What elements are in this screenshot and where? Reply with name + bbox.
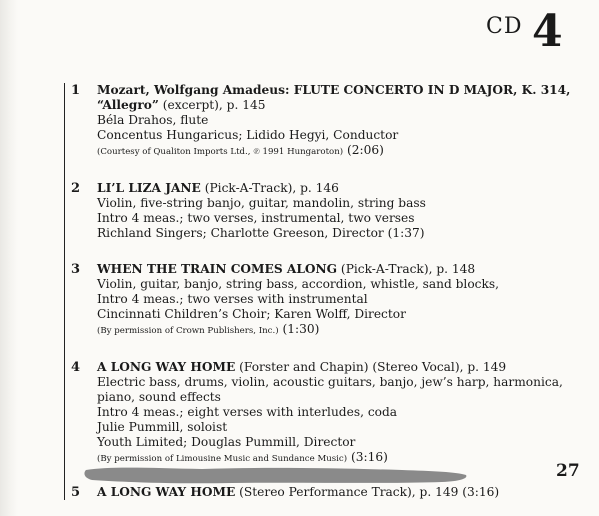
track-list xyxy=(64,83,585,500)
track-detail: (Pick-A-Track), p. 146 xyxy=(200,181,339,195)
track-detail: Violin, guitar, banjo, string bass, accordion, whistle, sand blocks, xyxy=(97,277,499,291)
track-detail: Cincinnati Children’s Choir; Karen Wolff, Director xyxy=(97,307,406,321)
track-detail: (2:06) xyxy=(343,143,384,157)
page-number: 27 xyxy=(556,461,580,481)
track-line xyxy=(97,128,585,143)
track-number: 5 xyxy=(71,485,81,500)
track-line xyxy=(97,435,585,450)
credit-note: (Courtesy of Qualiton Imports Ltd., ℗ 1991 Hungaroton) xyxy=(97,147,344,157)
track-line xyxy=(97,307,585,322)
track-line xyxy=(97,485,585,500)
track-line xyxy=(97,420,585,435)
track-detail: Richland Singers; Charlotte Greeson, Director (1:37) xyxy=(97,226,425,240)
track-detail: Youth Limited; Douglas Pummill, Director xyxy=(97,435,356,449)
track-2 xyxy=(65,181,585,241)
track-detail: (Stereo Performance Track), p. 149 (3:16) xyxy=(235,485,500,499)
track-title: Mozart, Wolfgang Amadeus: FLUTE CONCERTO IN D MAJOR, K. 314, xyxy=(97,83,571,97)
track-title: LI’L LIZA JANE xyxy=(97,181,201,195)
track-line xyxy=(97,143,585,160)
track-line xyxy=(97,226,585,241)
track-detail: Béla Drahos, flute xyxy=(97,113,209,127)
track-detail: (1:30) xyxy=(278,322,320,336)
track-line xyxy=(97,375,585,390)
track-detail: Intro 4 meas.; eight verses with interludes, coda xyxy=(97,405,398,419)
track-line xyxy=(97,262,585,277)
track-line xyxy=(97,360,585,375)
track-5 xyxy=(65,485,585,500)
track-number: 1 xyxy=(71,83,81,98)
track-number: 2 xyxy=(71,181,81,196)
cd-label: CD xyxy=(486,14,523,39)
track-line xyxy=(97,277,585,292)
track-line xyxy=(97,113,585,128)
decorative-grey-brush-bar xyxy=(82,463,469,487)
track-detail: Electric bass, drums, violin, acoustic guitars, banjo, jew’s harp, harmonica, xyxy=(97,375,563,389)
track-detail: (3:16) xyxy=(347,450,388,464)
track-title: A LONG WAY HOME xyxy=(97,360,236,374)
track-detail: Julie Pummill, soloist xyxy=(97,420,228,434)
track-number: 4 xyxy=(71,360,81,375)
track-4 xyxy=(65,360,585,467)
track-line xyxy=(97,390,585,405)
track-line xyxy=(97,322,585,339)
track-line xyxy=(97,292,585,307)
track-detail: Concentus Hungaricus; Lidido Hegyi, Conductor xyxy=(97,128,399,142)
track-3 xyxy=(65,262,585,339)
credit-note: (By permission of Limousine Music and Sundance Music) xyxy=(97,454,348,464)
track-detail: piano, sound effects xyxy=(97,390,221,404)
track-detail: Violin, five-string banjo, guitar, mandolin, string bass xyxy=(97,196,426,210)
track-line xyxy=(97,83,585,98)
track-detail: Intro 4 meas.; two verses with instrumental xyxy=(97,292,368,306)
track-line xyxy=(97,98,585,113)
track-title: “Allegro” xyxy=(97,98,159,112)
track-line xyxy=(97,211,585,226)
track-1 xyxy=(65,83,585,160)
track-detail: (excerpt), p. 145 xyxy=(158,98,266,112)
page-edge-shadow xyxy=(0,0,18,516)
track-title: A LONG WAY HOME xyxy=(97,485,236,499)
track-title: WHEN THE TRAIN COMES ALONG xyxy=(97,262,338,276)
track-line xyxy=(97,181,585,196)
track-number: 3 xyxy=(71,262,81,277)
track-detail: (Forster and Chapin) (Stereo Vocal), p. 149 xyxy=(235,360,507,374)
credit-note: (By permission of Crown Publishers, Inc.) xyxy=(97,326,279,336)
track-detail: Intro 4 meas.; two verses, instrumental, two verses xyxy=(97,211,415,225)
track-line xyxy=(97,405,585,420)
track-detail: (Pick-A-Track), p. 148 xyxy=(337,262,476,276)
cd-number: 4 xyxy=(532,6,563,57)
track-line xyxy=(97,196,585,211)
